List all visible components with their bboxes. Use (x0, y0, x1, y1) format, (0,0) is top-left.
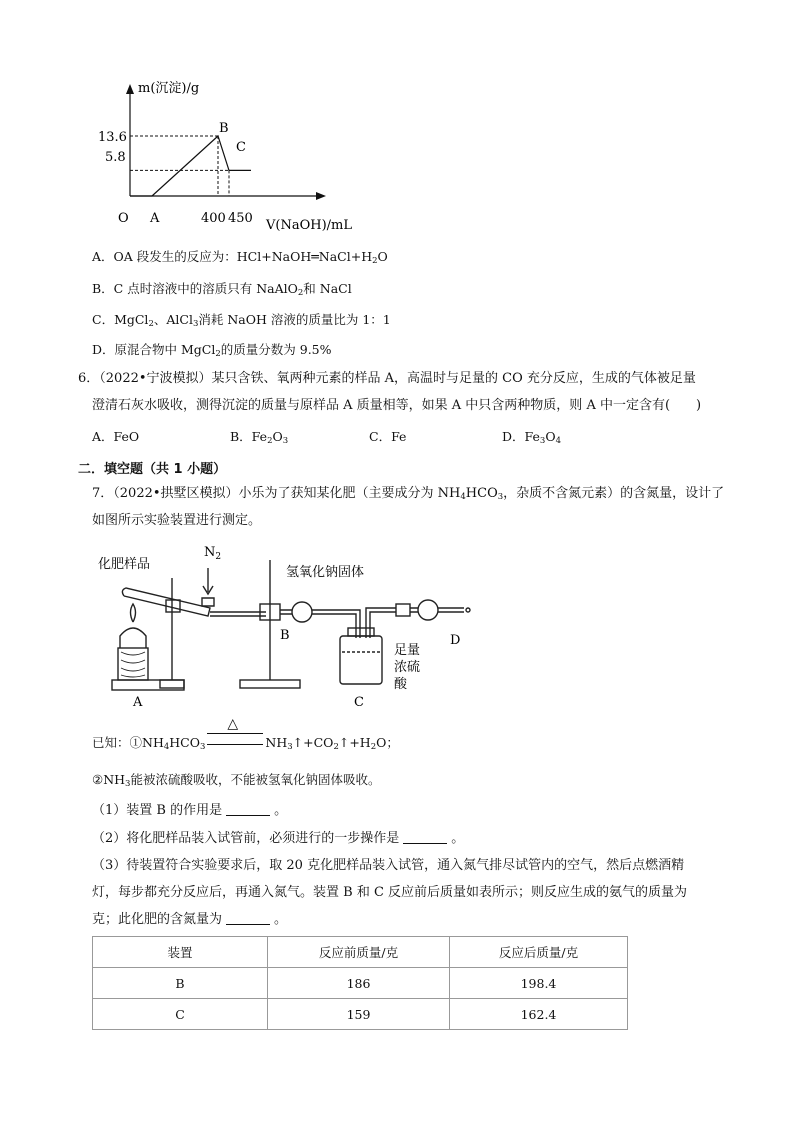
subquestion-2-text: （2）将化肥样品装入试管前，必须进行的一步操作是 (92, 831, 400, 846)
heat-symbol: △ (227, 716, 239, 732)
table-header-mass-before: 反应前质量/克 (268, 937, 450, 968)
table-cell: 162.4 (450, 999, 628, 1030)
q5-option-d-tail: 的质量分数为 9.5% (220, 342, 332, 357)
q5-option-b-tail: 和 NaCl (303, 281, 352, 296)
q5-option-b-text: B．C 点时溶液中的溶质只有 NaAlO (92, 281, 298, 296)
x-tick-label-400: 400 (201, 211, 226, 226)
q5-option-b-sub: 2 (297, 288, 304, 298)
q5-option-a-text: A．OA 段发生的反应为：HCl+NaOH═NaCl+H (92, 249, 373, 264)
q5-option-a (92, 249, 388, 269)
table-header-device: 装置 (93, 937, 268, 968)
label-n2 (204, 545, 221, 562)
stand-a-foot (160, 680, 184, 688)
known-equation-sub-1: 4 (163, 742, 170, 752)
q7-stem-line-2: 如图所示实验装置进行测定。 (92, 513, 262, 528)
q5-option-d-sub: 2 (215, 349, 221, 359)
subquestion-3-line-3 (92, 911, 287, 929)
label-fertilizer-sample: 化肥样品 (98, 557, 151, 572)
known-equation-rsub-2: 2 (333, 742, 339, 752)
y-tick-label-13-6: 13.6 (98, 130, 127, 145)
q5-option-c-text-2: 、AlCl (153, 312, 193, 327)
q5-option-b (92, 281, 352, 301)
apparatus-a-wood-grain (121, 652, 145, 677)
known-equation-rhs-1: NH (265, 735, 288, 750)
n2-valve (202, 598, 214, 606)
connector-tube-bc (350, 610, 360, 638)
q7-stem-mid: HCO (465, 486, 498, 501)
y-tick-label-5-8: 5.8 (105, 150, 126, 165)
q6-stem-line-1: 6．（2022•宁波模拟）某只含铁、氧两种元素的样品 A，高温时与足量的 CO 充分反应，生成的气体被足量 (78, 371, 696, 386)
q5-option-c-text-1: C．MgCl (92, 312, 149, 327)
known-equation-rsub-3: 2 (370, 742, 377, 752)
series-line (130, 136, 251, 196)
q5-option-a-tail: O (377, 249, 388, 264)
known-equation-mid: HCO (169, 735, 200, 750)
label-acid-1: 足量 (394, 643, 421, 658)
subquestion-1 (92, 802, 287, 820)
q5-option-c-sub-2: 3 (192, 319, 199, 329)
drying-tube-d-bulb (418, 600, 438, 620)
known-equation-rhs-3: ↑+H (338, 735, 371, 750)
q7-stem-sub-1: 4 (460, 492, 466, 502)
point-label-c: C (236, 140, 246, 155)
x-axis-arrow (316, 192, 326, 200)
subquestion-3-tail: 。 (274, 912, 288, 927)
label-c: C (354, 695, 364, 710)
q6-option-d-sub-1: 3 (539, 436, 546, 446)
subquestion-1-tail: 。 (274, 803, 288, 818)
known-note-text: ②NH (92, 772, 126, 787)
table-row (93, 968, 628, 999)
point-label-b: B (219, 121, 229, 136)
q6-option-d-sub-2: 4 (555, 436, 562, 446)
answer-blank-2[interactable] (403, 831, 447, 844)
alcohol-lamp (120, 628, 146, 648)
q6-option-b (230, 429, 288, 449)
answer-blank-3[interactable] (226, 912, 270, 925)
known-equation-lhs: 已知：①NH (92, 735, 164, 750)
label-acid-3: 酸 (394, 677, 408, 692)
table-cell: 198.4 (450, 968, 628, 999)
known-equation-rhs-2: ↑+CO (292, 735, 334, 750)
label-b: B (280, 628, 290, 643)
label-acid-2: 浓硫 (394, 660, 421, 675)
drying-tube-b-bulb (292, 602, 312, 622)
table-cell: 186 (268, 968, 450, 999)
mass-table (92, 936, 628, 1030)
x-tick-label-a: A (150, 211, 160, 226)
q6-option-b-sub-1: 2 (267, 436, 273, 446)
q6-option-d-text: D．Fe (502, 429, 540, 444)
table-cell: C (93, 999, 268, 1030)
q7-stem-text-1: 7．（2022•拱墅区模拟）小乐为了获知某化肥（主要成分为 NH (92, 486, 461, 501)
table-header-row (93, 937, 628, 968)
stand-b-foot (240, 680, 300, 688)
table-header-mass-after: 反应后质量/克 (450, 937, 628, 968)
q6-stem-line-2: 澄清石灰水吸收，测得沉淀的质量与原样品 A 质量相等，如果 A 中只含两种物质，则 A 中一定含有( ) (92, 398, 702, 413)
q5-option-a-sub: 2 (372, 256, 378, 266)
subquestion-3-line-1: （3）待装置符合实验要求后，取 20 克化肥样品装入试管，通入氮气排尽试管内的空气，然后点燃酒精 (92, 858, 685, 873)
label-n2-text: N (204, 545, 216, 560)
q7-stem-text-2: ，杂质不含氮元素）的含氮量，设计了 (503, 486, 725, 501)
subquestion-1-text: （1）装置 B 的作用是 (92, 803, 223, 818)
precipitate-chart (80, 70, 380, 235)
table-row (93, 999, 628, 1030)
reaction-arrow (207, 716, 263, 745)
subquestion-2 (92, 830, 464, 848)
answer-blank-1[interactable] (226, 803, 270, 816)
q6-option-d (502, 429, 561, 449)
origin-label: O (118, 211, 129, 226)
connector-tube-ab (210, 612, 266, 616)
known-note-tail: 能被浓硫酸吸收，不能被氢氧化钠固体吸收。 (130, 772, 381, 787)
q6-option-b-sub-2: 3 (282, 436, 289, 446)
known-equation-rsub-1: 3 (287, 742, 293, 752)
lamp-flame (131, 604, 136, 622)
label-a: A (133, 695, 143, 710)
label-d: D (450, 633, 461, 648)
y-axis-arrow (126, 84, 134, 94)
q5-option-d-text: D．原混合物中 MgCl (92, 342, 216, 357)
known-equation-sub-2: 3 (199, 742, 206, 752)
section-heading-fill-in: 二．填空题（共 1 小题） (78, 462, 227, 477)
q6-option-c: C．Fe (369, 429, 407, 444)
x-axis-label: V(NaOH)/mL (266, 218, 352, 233)
q6-option-d-mid: O (545, 429, 556, 444)
q5-option-c (92, 312, 391, 332)
known-equation (92, 716, 399, 755)
known-equation-rhs-4: O； (376, 735, 399, 750)
subquestion-3-text: 克；此化肥的含氮量为 (92, 912, 223, 927)
drying-tube-d-plug (396, 604, 410, 616)
q6-option-b-text: B．Fe (230, 429, 268, 444)
drying-tube-b-stem (280, 610, 350, 614)
subquestion-2-tail: 。 (451, 831, 465, 846)
wash-bottle-c (340, 636, 382, 684)
apparatus-diagram (90, 540, 490, 712)
known-note (92, 772, 380, 792)
label-n2-sub: 2 (215, 552, 222, 562)
connector-tube-cd (366, 608, 396, 638)
q5-option-d (92, 342, 332, 362)
q5-option-c-sub-1: 2 (148, 319, 154, 329)
q6-option-b-mid: O (272, 429, 283, 444)
outlet-tip (466, 608, 470, 612)
y-axis-label: m(沉淀)/g (138, 81, 200, 96)
known-note-sub: 3 (125, 779, 131, 789)
q5-option-c-text-3: 消耗 NaOH 溶液的质量比为 1：1 (198, 312, 391, 327)
table-cell: B (93, 968, 268, 999)
label-naoh-solid: 氢氧化钠固体 (286, 565, 365, 580)
q7-stem-line-1 (92, 485, 724, 506)
q7-stem-sub-2: 3 (497, 492, 504, 502)
subquestion-3-line-2: 灯，每步都充分反应后，再通入氮气。装置 B 和 C 反应前后质量如表所示；则反应生成的氨气的质量为 (92, 885, 688, 900)
q6-option-a: A．FeO (92, 429, 140, 444)
x-tick-label-450: 450 (228, 211, 253, 226)
table-cell: 159 (268, 999, 450, 1030)
